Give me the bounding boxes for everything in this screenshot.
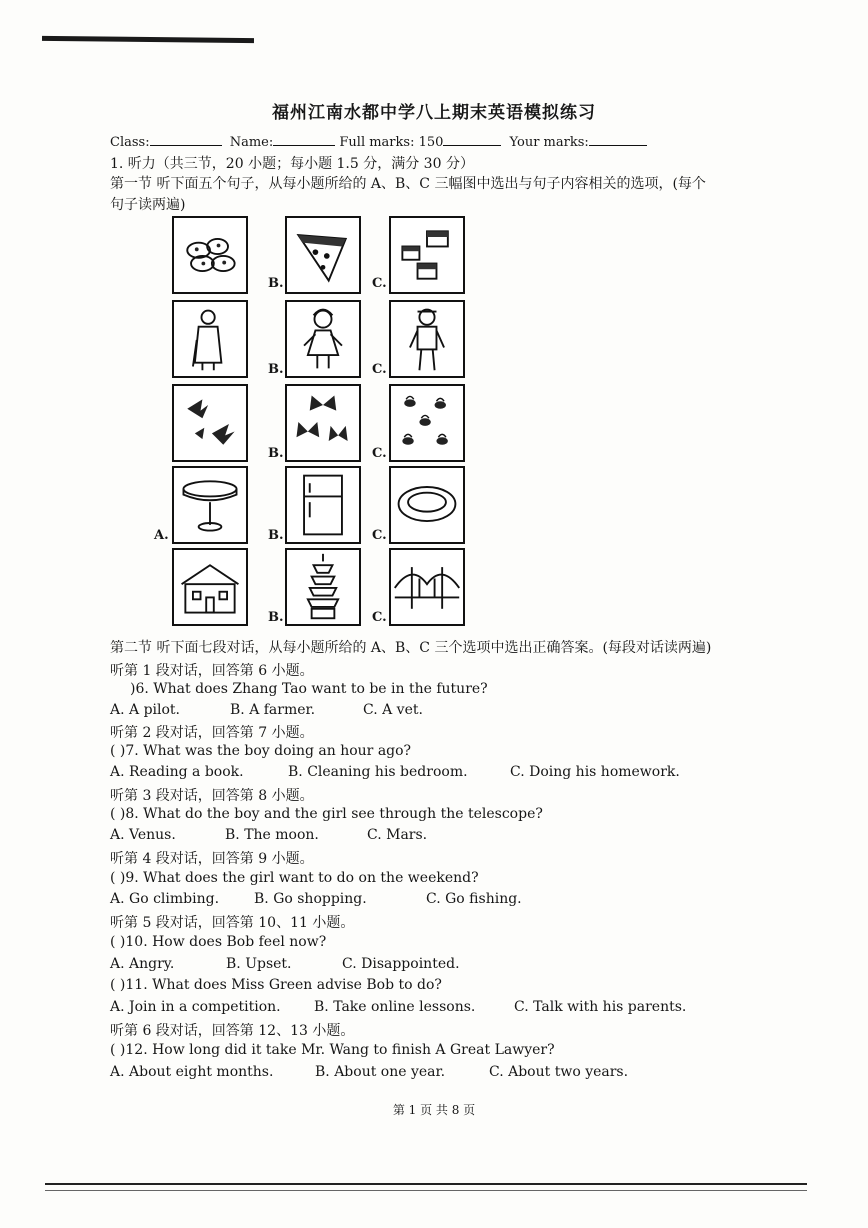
option-label: C. — [372, 446, 387, 461]
option-label: B. — [268, 362, 284, 377]
refrigerator-icon[interactable] — [285, 466, 361, 544]
option-label: B. — [268, 528, 284, 543]
dialogue-intro: 听第 4 段对话，回答第 9 小题。 — [110, 851, 314, 867]
option-label: B. — [268, 446, 284, 461]
option-c[interactable]: C. Go fishing. — [426, 891, 522, 907]
eagles-icon[interactable] — [172, 384, 248, 462]
option-c[interactable]: C. A vet. — [363, 702, 423, 718]
pizza-slice-icon[interactable] — [285, 216, 361, 294]
boy-icon[interactable] — [389, 300, 465, 378]
dialogue-intro: 听第 2 段对话，回答第 7 小题。 — [110, 725, 314, 741]
option-label: A. — [154, 528, 169, 543]
option-label: C. — [372, 276, 387, 291]
option-c[interactable]: C. Doing his homework. — [510, 764, 680, 780]
house-icon[interactable] — [172, 548, 248, 626]
name-field[interactable] — [273, 133, 335, 146]
picture-row-1 — [150, 216, 480, 296]
section1-instruction: 第一节 听下面五个句子，从每小题所给的 A、B、C 三幅图中选出与句子内容相关的选项，(每个 — [110, 176, 706, 192]
girl-icon[interactable] — [285, 300, 361, 378]
option-c[interactable]: C. Disappointed. — [342, 956, 460, 972]
option-label: B. — [268, 610, 284, 625]
option-a[interactable]: A. About eight months. — [110, 1064, 274, 1080]
option-a[interactable]: A. Go climbing. — [110, 891, 220, 907]
dialogue-intro: 听第 1 段对话，回答第 6 小题。 — [110, 663, 314, 679]
your-marks-field[interactable] — [589, 133, 647, 146]
question-11: ( )11. What does Miss Green advise Bob to do? — [110, 977, 442, 993]
dialogue-intro: 听第 6 段对话，回答第 12、13 小题。 — [110, 1023, 355, 1039]
scan-bottom-rule-thin — [45, 1190, 807, 1191]
option-b[interactable]: B. Take online lessons. — [314, 999, 476, 1015]
option-a[interactable]: A. A pilot. — [110, 702, 180, 718]
option-label: C. — [372, 610, 387, 625]
cookies-icon[interactable] — [172, 216, 248, 294]
option-b[interactable]: B. Go shopping. — [254, 891, 367, 907]
scan-edge-mark — [42, 36, 254, 43]
option-c[interactable]: C. About two years. — [489, 1064, 629, 1080]
scan-bottom-rule — [45, 1183, 807, 1185]
question-9: ( )9. What does the girl want to do on the weekend? — [110, 870, 479, 886]
part1-title: 1. 听力（共三节，20 小题；每小题 1.5 分，满分 30 分） — [110, 156, 474, 172]
page-number: 第 1 页 共 8 页 — [392, 1103, 476, 1117]
section1-instruction-cont: 句子读两遍) — [110, 197, 186, 213]
name-label: Name: — [229, 135, 274, 150]
question-6: )6. What does Zhang Tao want to be in the future? — [130, 681, 488, 697]
dialogue-intro: 听第 5 段对话，回答第 10、11 小题。 — [110, 915, 355, 931]
option-a[interactable]: A. Venus. — [110, 827, 176, 843]
picture-row-3 — [150, 384, 480, 464]
option-b[interactable]: B. About one year. — [315, 1064, 446, 1080]
picture-row-4 — [150, 466, 480, 546]
option-c[interactable]: C. Talk with his parents. — [514, 999, 687, 1015]
option-label: B. — [268, 276, 284, 291]
option-a[interactable]: A. Join in a competition. — [110, 999, 281, 1015]
option-label: C. — [372, 362, 387, 377]
question-7: ( )7. What was the boy doing an hour ago? — [110, 743, 412, 759]
option-b[interactable]: B. The moon. — [225, 827, 319, 843]
picture-grid — [150, 216, 480, 628]
dialogue-intro: 听第 3 段对话，回答第 8 小题。 — [110, 788, 314, 804]
question-8: ( )8. What do the boy and the girl see through the telescope? — [110, 806, 543, 822]
full-marks-underline — [443, 133, 501, 146]
full-marks-label: Full marks: 150 — [339, 135, 444, 150]
bridge-icon[interactable] — [389, 548, 465, 626]
plate-icon[interactable] — [389, 466, 465, 544]
butterflies-icon[interactable] — [285, 384, 361, 462]
old-woman-icon[interactable] — [172, 300, 248, 378]
section2-instruction: 第二节 听下面七段对话，从每小题所给的 A、B、C 三个选项中选出正确答案。(每段对话读两遍) — [110, 640, 712, 656]
question-12: ( )12. How long did it take Mr. Wang to finish A Great Lawyer? — [110, 1042, 555, 1058]
round-table-icon[interactable] — [172, 466, 248, 544]
question-10: ( )10. How does Bob feel now? — [110, 934, 327, 950]
option-b[interactable]: B. Upset. — [226, 956, 292, 972]
your-marks-label: Your marks: — [509, 135, 589, 150]
option-b[interactable]: B. A farmer. — [230, 702, 316, 718]
class-field[interactable] — [150, 133, 222, 146]
picture-row-5 — [150, 548, 480, 628]
bees-icon[interactable] — [389, 384, 465, 462]
option-a[interactable]: A. Angry. — [110, 956, 175, 972]
option-a[interactable]: A. Reading a book. — [110, 764, 244, 780]
picture-row-2 — [150, 300, 480, 380]
page-title: 福州江南水都中学八上期末英语模拟练习 — [272, 103, 596, 123]
student-info-line — [110, 133, 647, 150]
option-label: C. — [372, 528, 387, 543]
option-b[interactable]: B. Cleaning his bedroom. — [288, 764, 468, 780]
class-label: Class: — [110, 135, 150, 150]
pagoda-icon[interactable] — [285, 548, 361, 626]
option-c[interactable]: C. Mars. — [367, 827, 428, 843]
cakes-icon[interactable] — [389, 216, 465, 294]
